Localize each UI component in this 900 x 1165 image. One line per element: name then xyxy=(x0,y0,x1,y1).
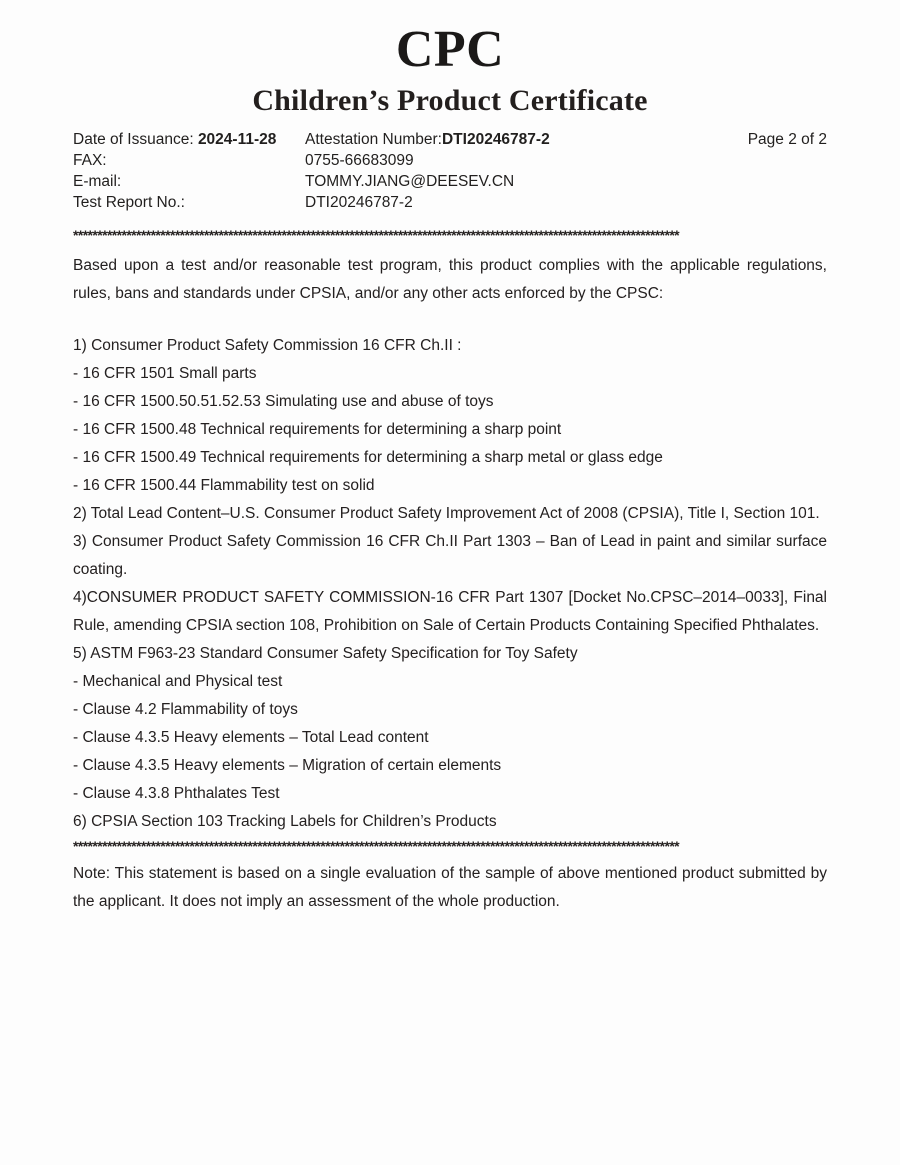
section-spacer xyxy=(73,308,827,332)
clause-item-1-4: - 16 CFR 1500.49 Technical requirements for determining a sharp metal or glass edge xyxy=(73,449,663,466)
separator-rule-top: ***************************************************************************************************************************** xyxy=(73,227,680,243)
note-section xyxy=(0,854,900,916)
separator-rule-bottom: ***************************************************************************************************************************** xyxy=(73,838,680,854)
page-indicator: Page 2 of 2 xyxy=(747,131,827,148)
fax-label: FAX: xyxy=(73,152,107,169)
clause-item-1-1: - 16 CFR 1501 Small parts xyxy=(73,365,257,382)
intro-paragraph: Based upon a test and/or reasonable test program, this product complies with the applicable regulations, rules, bans and standards under CPSIA, and/or any other acts enforced by the CPSC: xyxy=(73,257,827,302)
clause-item-2: 2) Total Lead Content–U.S. Consumer Product Safety Improvement Act of 2008 (CPSIA), Title I, Section 101. xyxy=(73,505,820,522)
clause-item-3: 3) Consumer Product Safety Commission 16 CFR Ch.II Part 1303 – Ban of Lead in paint and similar surface coating. xyxy=(73,533,827,578)
note-paragraph: Note: This statement is based on a single evaluation of the sample of above mentioned product submitted by the applicant. It does not imply an assessment of the whole production. xyxy=(73,865,827,910)
clause-item-1-3: - 16 CFR 1500.48 Technical requirements for determining a sharp point xyxy=(73,421,562,438)
clause-item-1-5: - 16 CFR 1500.44 Flammability test on solid xyxy=(73,477,375,494)
meta-row-fax xyxy=(73,150,827,171)
clause-item-1-2: - 16 CFR 1500.50.51.52.53 Simulating use and abuse of toys xyxy=(73,393,494,410)
test-report-value: DTI20246787-2 xyxy=(305,194,413,211)
date-of-issuance-value: 2024-11-28 xyxy=(197,131,277,148)
clause-item-6: 6) CPSIA Section 103 Tracking Labels for Children’s Products xyxy=(73,813,497,830)
meta-row-test-report xyxy=(73,192,827,213)
clause-item-5-3: - Clause 4.3.5 Heavy elements – Total Lead content xyxy=(73,729,429,746)
email-value: TOMMY.JIANG@DEESEV.CN xyxy=(305,173,515,190)
attestation-number-value: DTI20246787-2 xyxy=(441,131,550,148)
date-of-issuance-label: Date of Issuance: 2024-11-28 xyxy=(73,131,277,148)
clause-item-5: 5) ASTM F963-23 Standard Consumer Safety Specification for Toy Safety xyxy=(73,645,578,662)
clause-item-1: 1) Consumer Product Safety Commission 16 CFR Ch.II : xyxy=(73,337,462,354)
page-subtitle: Children’s Product Certificate xyxy=(252,84,648,117)
page-title: CPC xyxy=(395,21,505,78)
clause-item-5-2: - Clause 4.2 Flammability of toys xyxy=(73,701,298,718)
email-label: E-mail: xyxy=(73,173,122,190)
clause-item-5-1: - Mechanical and Physical test xyxy=(73,673,283,690)
attestation-number xyxy=(305,129,550,150)
clause-item-5-5: - Clause 4.3.8 Phthalates Test xyxy=(73,785,280,802)
test-report-label: Test Report No.: xyxy=(73,194,185,211)
certificate-meta xyxy=(0,118,900,213)
attestation-number-label: Attestation Number: xyxy=(305,131,442,148)
clause-item-4: 4)CONSUMER PRODUCT SAFETY COMMISSION-16 CFR Part 1307 [Docket No.CPSC–2014–0033], Final Rule, amending CPSIA section 108, Prohibition on Sale of Certain Products Containing Specified Phthalates. xyxy=(73,589,827,634)
meta-row-email xyxy=(73,171,827,192)
clause-item-5-4: - Clause 4.3.5 Heavy elements – Migration of certain elements xyxy=(73,757,502,774)
meta-row-issuance xyxy=(73,129,827,150)
fax-value: 0755-66683099 xyxy=(305,152,414,169)
certificate-body xyxy=(0,243,900,836)
